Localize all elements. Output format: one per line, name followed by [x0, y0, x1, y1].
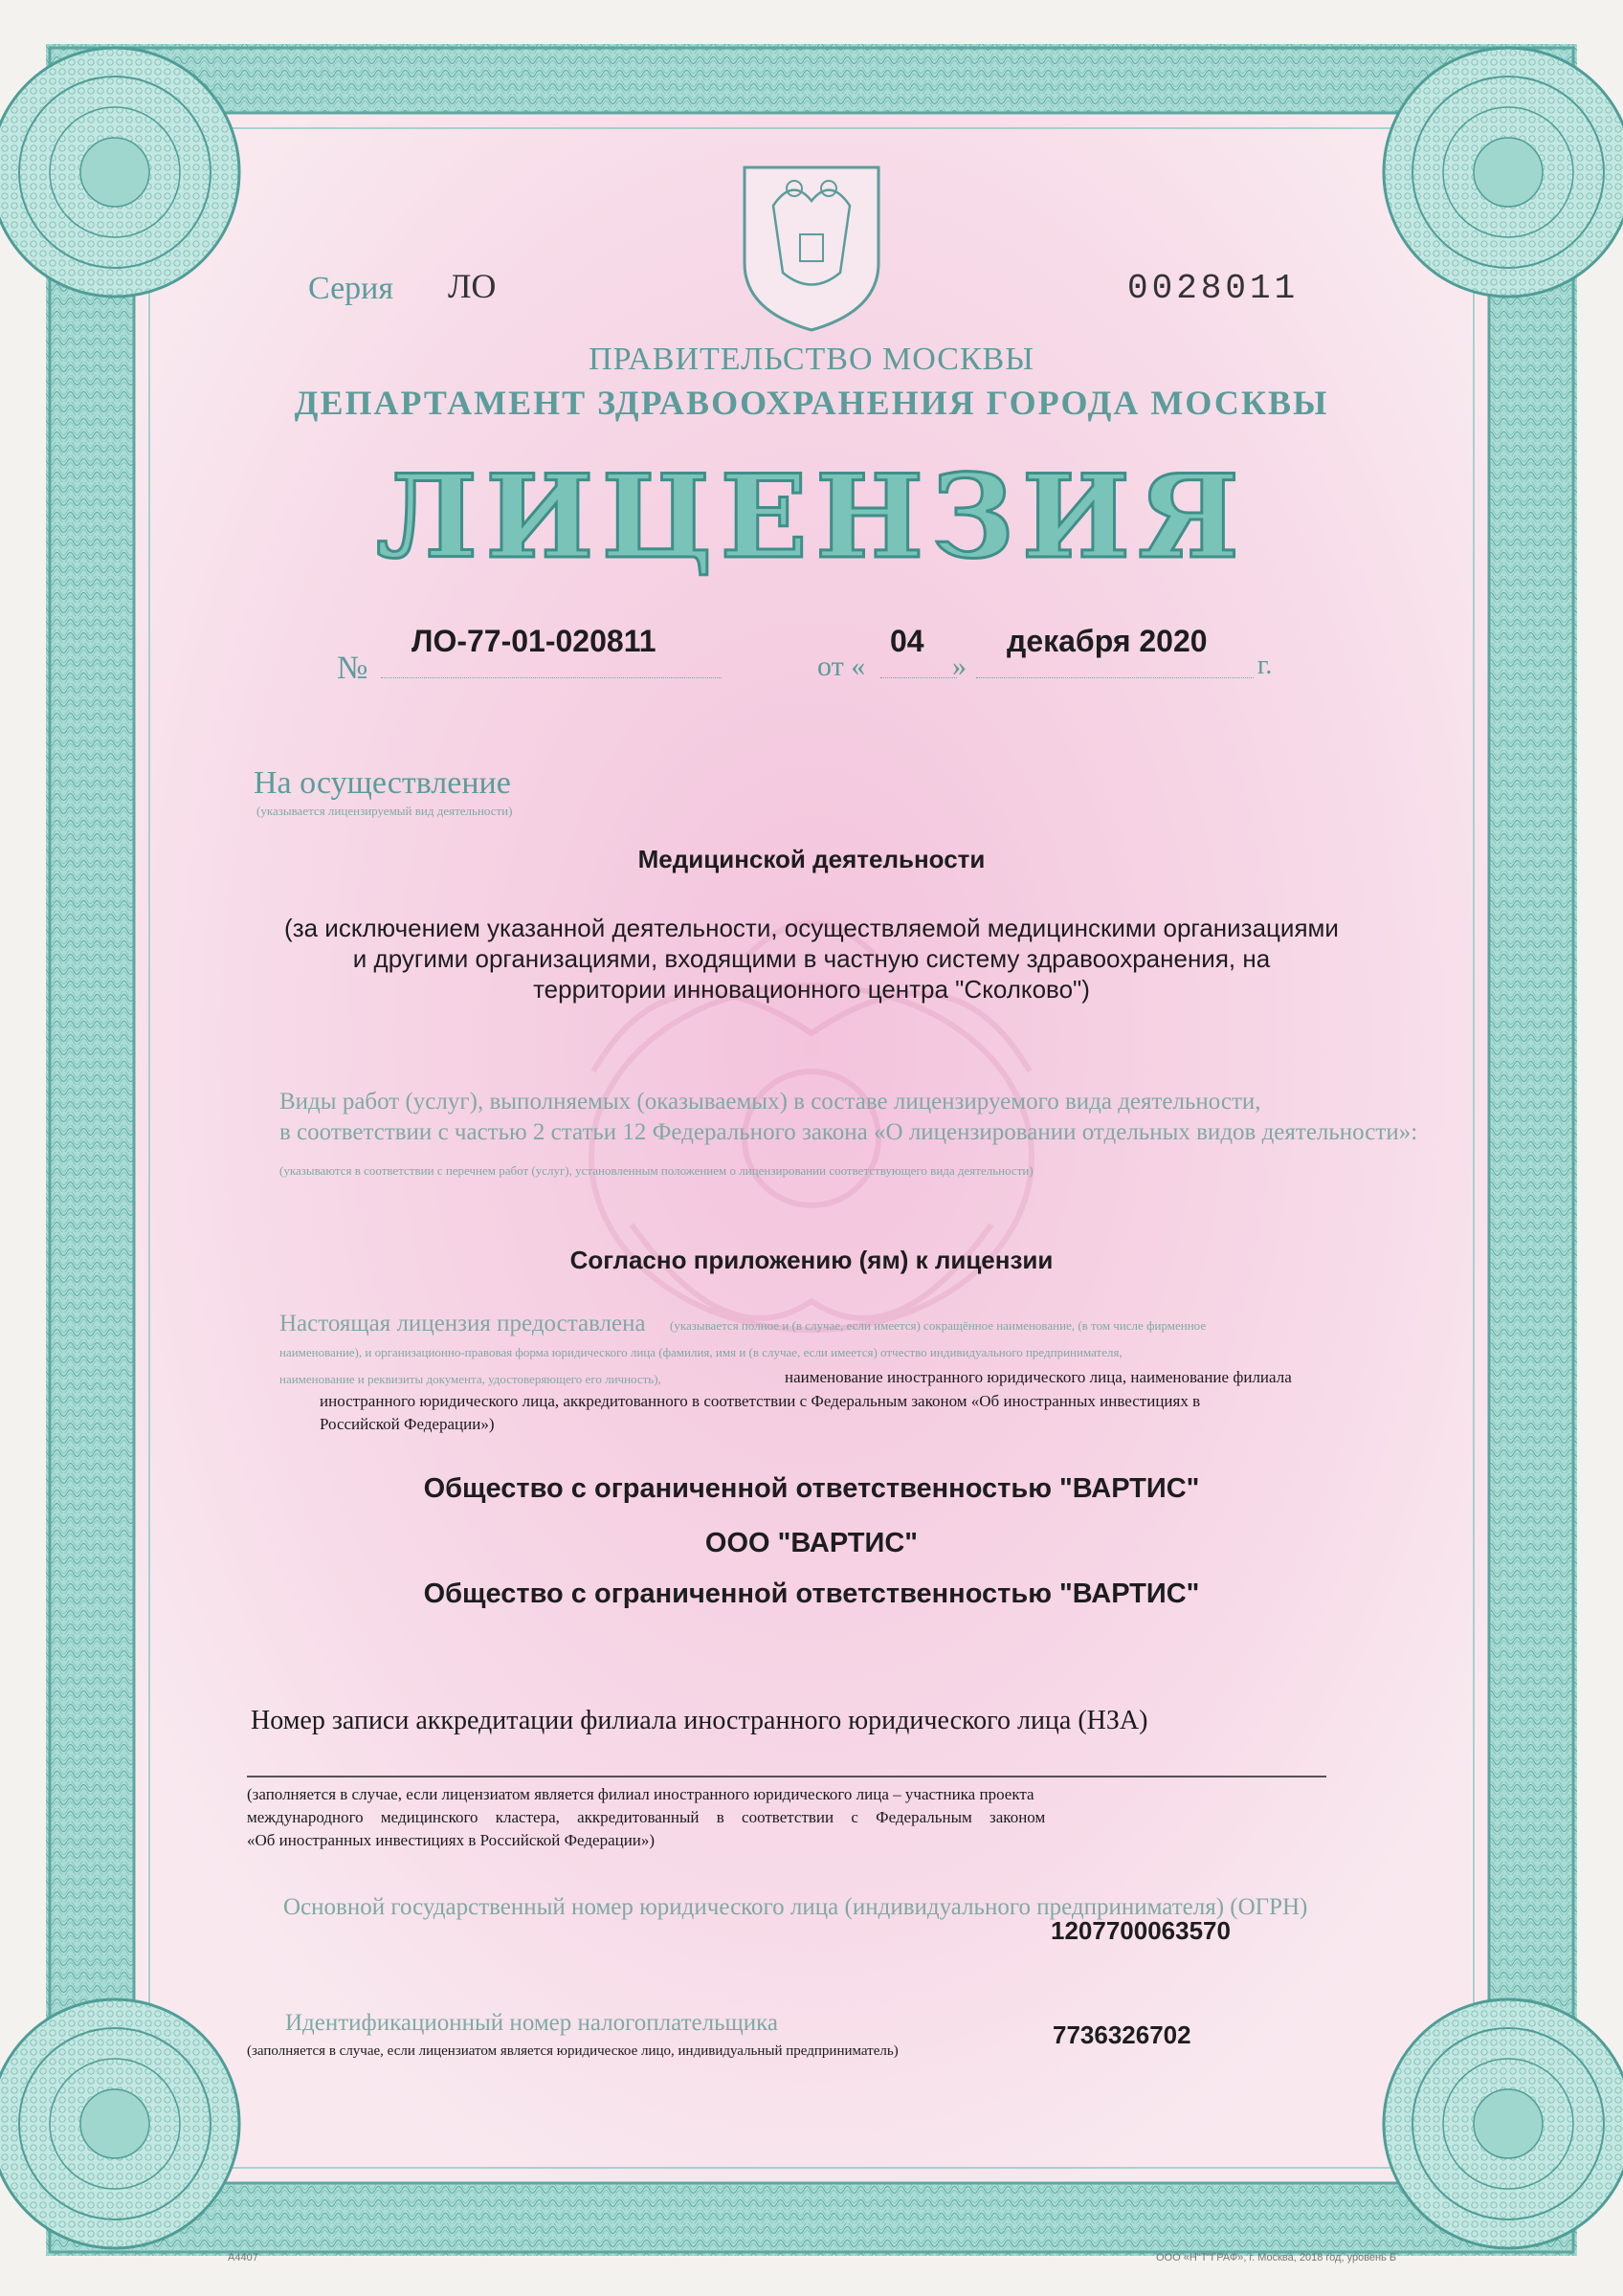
nza-label: Номер записи аккредитации филиала иностранного юридического лица (НЗА) [251, 1706, 1148, 1735]
printer-info: ООО «Н"Т"ГРАФ», г. Москва, 2018 год, уровень Б [1156, 2252, 1397, 2263]
holder-short-name: ООО "ВАРТИС" [704, 1528, 919, 1558]
activity-label: На осуществление [254, 765, 511, 801]
activity-exclusion-line-3: территории инновационного центра "Сколково") [533, 975, 1090, 1004]
holder-hint-line-5: Российской Федерации») [320, 1415, 495, 1433]
holder-hint-line-4: иностранного юридического лица, аккредитованного в соответствии с Федеральным законом «Об иностранных инвестициях в [320, 1392, 1201, 1410]
holder-brand-name: Общество с ограниченной ответственностью "ВАРТИС" [423, 1578, 1200, 1609]
series-label: Серия [308, 271, 394, 306]
license-day: 04 [890, 624, 924, 658]
works-label-line-1: Виды работ (услуг), выполняемых (оказываемых) в составе лицензируемого вида деятельности, [279, 1089, 1261, 1115]
activity-exclusion-line-2: и другими организациями, входящими в частную систему здравоохранения, на [352, 944, 1271, 973]
inn-hint: (заполняется в случае, если лицензиатом является юридическое лицо, индивидуальный предприниматель) [247, 2043, 899, 2059]
date-prefix: от « [817, 651, 866, 682]
holder-full-name: Общество с ограниченной ответственностью "ВАРТИС" [423, 1473, 1200, 1504]
works-label-line-2: в соответствии с частью 2 статьи 12 Федерального закона «О лицензировании отдельных видов деятельности»: [279, 1119, 1418, 1145]
coat-of-arms-icon [745, 167, 878, 330]
government-name: ПРАВИТЕЛЬСТВО МОСКВЫ [589, 342, 1034, 377]
license-number-label: № [337, 651, 368, 686]
inn-value: 7736326702 [1053, 2020, 1191, 2049]
holder-label: Настоящая лицензия предоставлена [279, 1311, 646, 1336]
holder-hint-line-1: (указывается полное и (в случае, если имеется) сокращённое наименование, (в том числе фирменное [670, 1318, 1207, 1333]
day-line [880, 677, 957, 678]
holder-hint-line-3a: наименование и реквизиты документа, удостоверяющего его личность), [279, 1372, 661, 1386]
ogrn-label: Основной государственный номер юридического лица (индивидуального предпринимателя) (ОГРН) [283, 1894, 1308, 1920]
nza-hint-line-2: международного медицинского кластера, аккредитованный в соответствии с Федеральным законом [247, 1808, 1046, 1826]
license-month-year: декабря 2020 [1007, 624, 1208, 658]
form-code: А4407 [228, 2252, 258, 2263]
date-mid: » [952, 651, 967, 682]
month-year-line [976, 677, 1254, 678]
works-hint: (указываются в соответствии с перечнем работ (услуг), установленным положением о лицензировании соответствующего вида деятельности) [279, 1163, 1034, 1178]
license-number-line [381, 677, 722, 678]
holder-hint-line-3b: наименование иностранного юридического лица, наименование филиала [785, 1368, 1292, 1386]
document-title: ЛИЦЕНЗИЯ [375, 450, 1248, 585]
inn-label: Идентификационный номер налогоплательщика [285, 2010, 779, 2036]
year-suffix: г. [1257, 651, 1273, 680]
department-name: ДЕПАРТАМЕНТ ЗДРАВООХРАНЕНИЯ ГОРОДА МОСКВЫ [294, 384, 1329, 422]
works-value: Согласно приложению (ям) к лицензии [569, 1246, 1054, 1274]
license-number: ЛО-77-01-020811 [411, 624, 656, 658]
activity-name: Медицинской деятельности [637, 845, 986, 873]
series-value: ЛО [448, 267, 497, 305]
blank-number: 0028011 [1127, 269, 1300, 308]
activity-exclusion-line-1: (за исключением указанной деятельности, осуществляемой медицинскими организациями [284, 914, 1339, 942]
nza-hint-line-1: (заполняется в случае, если лицензиатом является филиал иностранного юридического лица – участника проекта [247, 1785, 1034, 1803]
activity-hint: (указывается лицензируемый вид деятельности) [256, 804, 513, 818]
ogrn-value: 1207700063570 [1051, 1916, 1231, 1945]
holder-hint-line-2: наименование), и организационно-правовая форма юридического лица (фамилия, имя и (в случае, если имеется) отчество индивидуального предпринимателя, [279, 1345, 1123, 1359]
nza-hint-line-3: «Об иностранных инвестициях в Российской Федерации») [247, 1831, 656, 1849]
